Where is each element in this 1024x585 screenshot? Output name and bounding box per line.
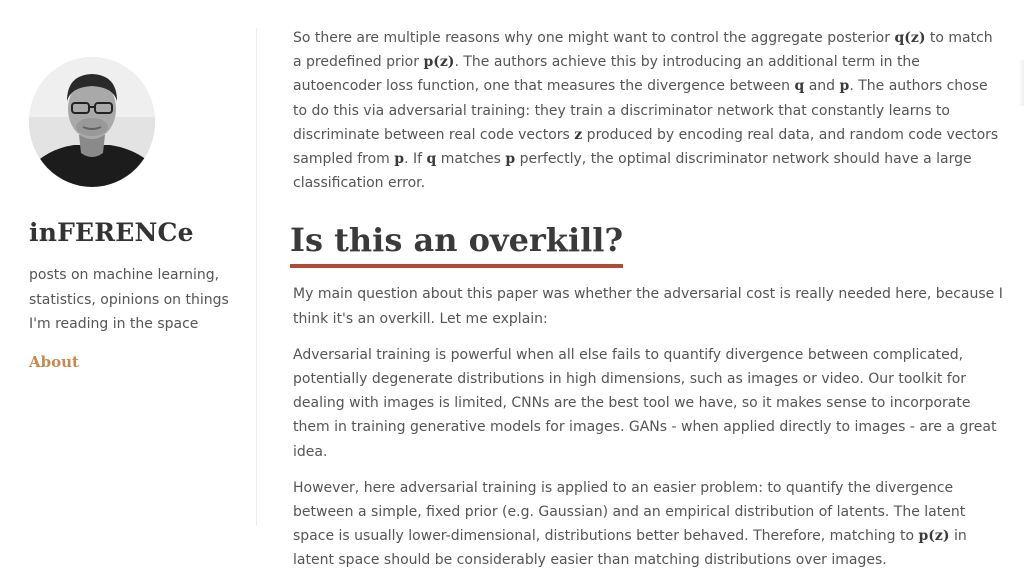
tagline-line: I'm reading in the space (29, 316, 199, 332)
math-symbol: p (839, 78, 850, 95)
site-title[interactable]: inFERENCe (29, 218, 194, 247)
sidebar (0, 0, 256, 547)
intro-paragraph: So there are multiple reasons why one might want to control the aggregate posterior q(z) to match a predefined prior p(z). The authors achieve this by introducing an additional term in the autoencoder loss function, one that measures the divergence between q and p. The authors chose to do this via adversarial training: they train a discriminator network that constantly learns to discriminate between real code vectors z produced by encoding real data, and random code vectors sampled from p. If q matches p perfectly, the optimal discriminator network should have a large classification error. (293, 30, 999, 192)
article-content (290, 26, 1003, 585)
about-link[interactable]: About (29, 353, 79, 371)
math-symbol: p (505, 151, 516, 168)
paragraph-main-question: My main question about this paper was whether the adversarial cost is really needed here, because I think it's an overkill. Let me explain: (293, 286, 1003, 327)
section-heading: Is this an overkill? (290, 220, 623, 268)
math-symbol: q(z) (894, 30, 926, 46)
tagline-line: posts on machine learning, (29, 267, 220, 283)
section-heading-wrapper (290, 220, 623, 268)
avatar (29, 57, 155, 187)
paragraph-latent-space: However, here adversarial training is applied to an easier problem: to quantify the divergence between a simple, fixed prior (e.g. Gaussian) and an empirical distribution of latents. The latent space is usually lower-dimensional, distributions better behaved. Therefore, matching to p(z) in latent space should be considerably easier than matching distributions over images. (293, 479, 967, 569)
site-tagline (29, 263, 244, 337)
math-symbol: q (794, 78, 805, 95)
math-symbol: q (426, 151, 437, 168)
scrollbar-edge[interactable] (1018, 60, 1024, 106)
math-symbol: p (394, 151, 405, 168)
author-portrait-image (29, 57, 155, 187)
sidebar-divider (256, 28, 257, 526)
math-symbol: p(z) (423, 54, 455, 71)
tagline-line: statistics, opinions on things (29, 291, 229, 308)
paragraph-adversarial-training: Adversarial training is powerful when all else fails to quantify divergence between complicated, potentially degenerate distributions in high dimensions, such as images or video. Our toolkit for dealing with images is limited, CNNs are the best tool we have, so it makes sense to incorporate them in training generative models for images. GANs - when applied directly to images - are a great idea. (293, 346, 997, 460)
math-symbol: z (574, 126, 583, 143)
math-symbol: p(z) (918, 528, 950, 545)
